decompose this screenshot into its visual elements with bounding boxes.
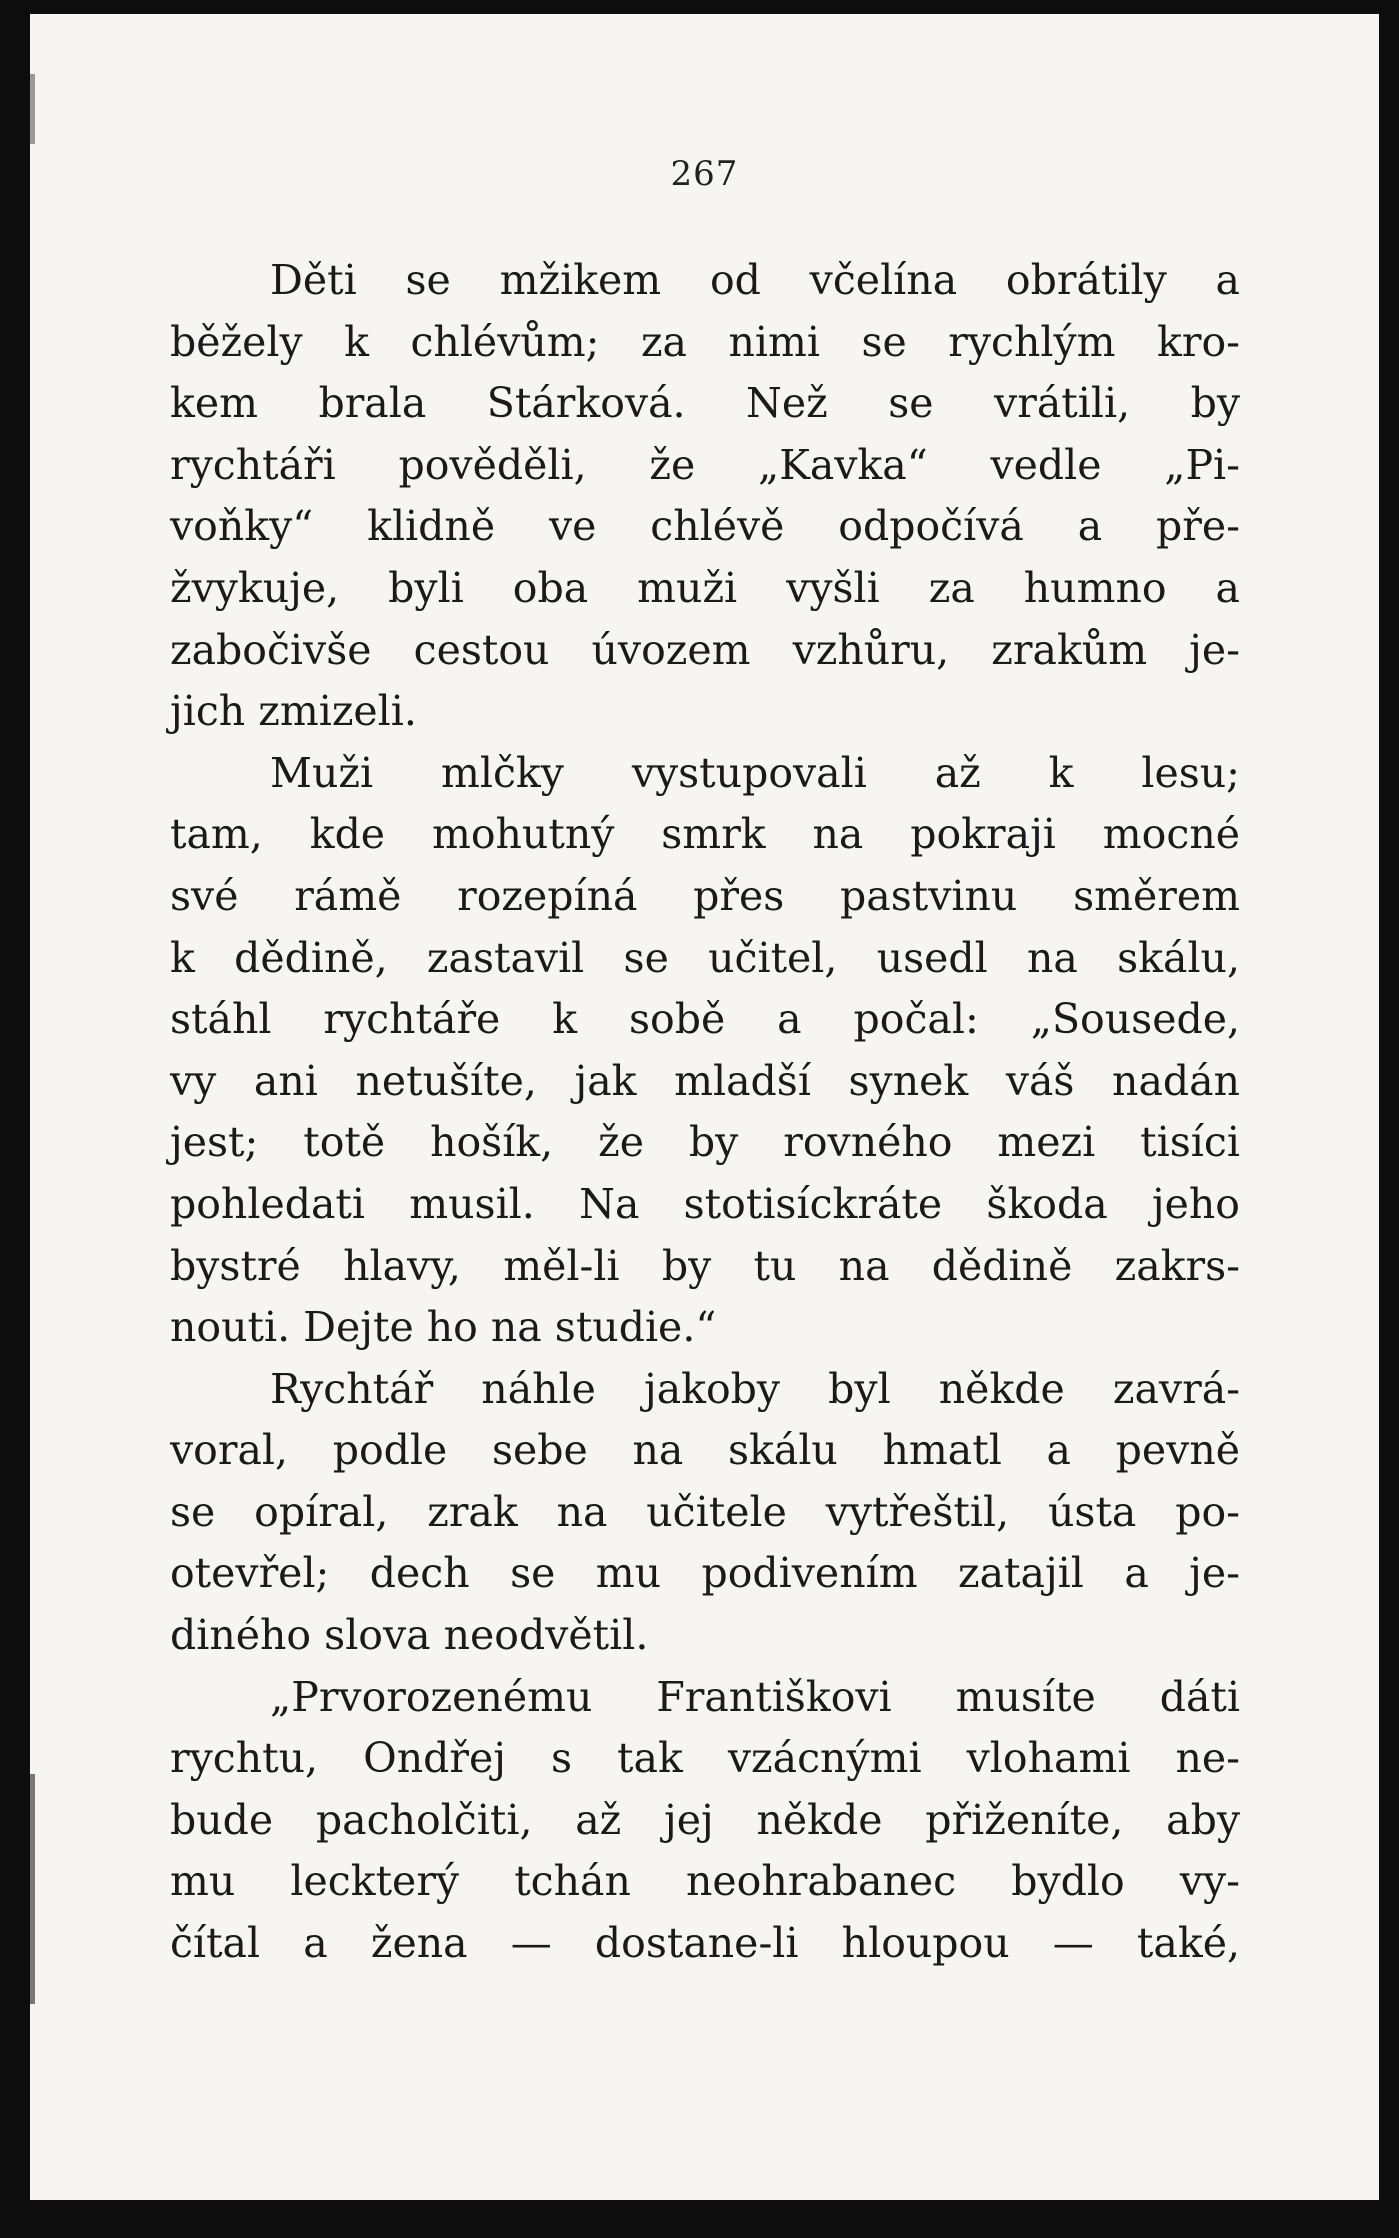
text-line: bude pacholčiti, až jej někde přiženíte, aby [170, 1795, 1240, 1844]
text-line: jich zmizeli. [170, 687, 417, 736]
text-line: se opíral, zrak na učitele vytřeštil, ústa po- [170, 1487, 1240, 1536]
page-text [170, 250, 1240, 1975]
text-line: rychtáři pověděli, že „Kavka“ vedle „Pi- [170, 440, 1240, 489]
text-line: voňky“ klidně ve chlévě odpočívá a pře- [170, 502, 1240, 551]
page-number: 267 [670, 154, 739, 194]
text-line: žvykuje, byli oba muži vyšli za humno a [170, 563, 1240, 612]
text-line: zabočivše cestou úvozem vzhůru, zrakům je- [170, 625, 1240, 674]
text-line: vy ani netušíte, jak mladší synek váš nadán [170, 1056, 1240, 1105]
scan-edge-mark [30, 1774, 35, 2004]
scan-edge-mark [30, 74, 35, 144]
text-line: otevřel; dech se mu podivením zatajil a je- [170, 1549, 1240, 1598]
text-line: rychtu, Ondřej s tak vzácnými vlohami ne- [170, 1734, 1240, 1783]
text-line: Rychtář náhle jakoby byl někde zavrá- [270, 1364, 1240, 1413]
text-line: k dědině, zastavil se učitel, usedl na skálu, [170, 933, 1240, 982]
text-line: jest; totě hošík, že by rovného mezi tisíci [170, 1118, 1240, 1167]
text-line: „Prvorozenému Františkovi musíte dáti [270, 1672, 1240, 1721]
text-line: bystré hlavy, měl-li by tu na dědině zakrs- [170, 1241, 1240, 1290]
text-line: pohledati musil. Na stotisíckráte škoda jeho [170, 1179, 1240, 1228]
text-line: stáhl rychtáře k sobě a počal: „Sousede, [170, 995, 1240, 1044]
text-line: běžely k chlévům; za nimi se rychlým kro- [170, 317, 1240, 366]
text-line: mu leckterý tchán neohrabanec bydlo vy- [170, 1857, 1240, 1906]
text-line: čítal a žena — dostane-li hloupou — také, [170, 1919, 1240, 1968]
book-page [30, 14, 1379, 2200]
text-line: své rámě rozepíná přes pastvinu směrem [170, 871, 1240, 920]
text-line: kem brala Stárková. Než se vrátili, by [170, 379, 1240, 428]
text-line: voral, podle sebe na skálu hmatl a pevně [170, 1426, 1240, 1475]
text-line: Děti se mžikem od včelína obrátily a [270, 256, 1240, 304]
text-line: tam, kde mohutný smrk na pokraji mocné [170, 810, 1240, 859]
text-line: nouti. Dejte ho na studie.“ [170, 1303, 717, 1352]
text-line: Muži mlčky vystupovali až k lesu; [270, 748, 1240, 797]
text-line: diného slova neodvětil. [170, 1611, 649, 1660]
